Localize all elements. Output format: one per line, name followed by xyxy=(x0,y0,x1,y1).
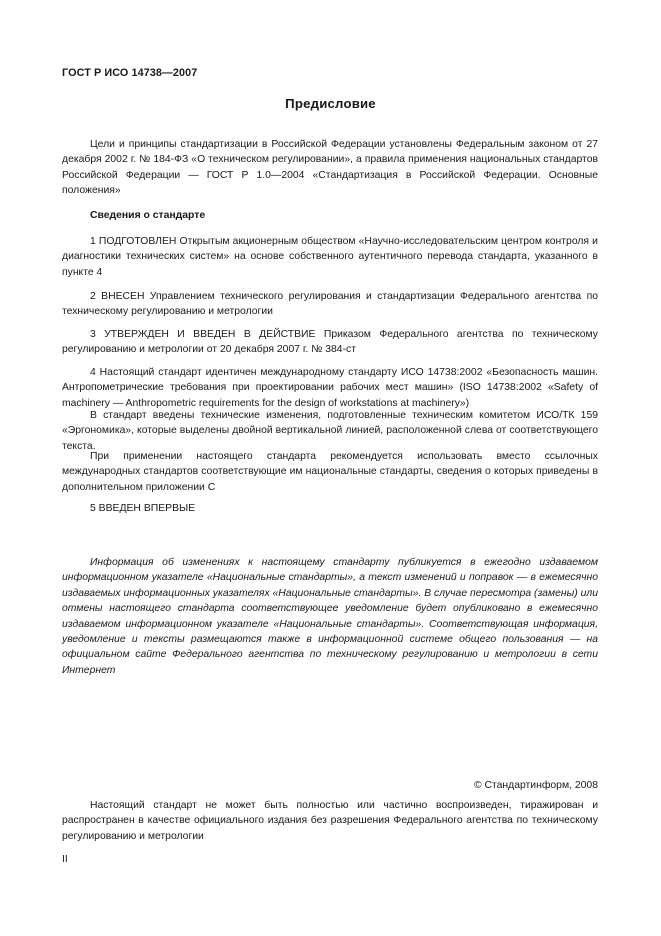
item-1-paragraph: 1 ПОДГОТОВЛЕН Открытым акционерным обществом «Научно-исследовательским центром контроля и диагностики технических систем» на основе собственного аутентичного перевода стандарта, указанного в пункте 4 xyxy=(62,236,598,278)
item-3-paragraph: 3 УТВЕРЖДЕН И ВВЕДЕН В ДЕЙСТВИЕ Приказом Федерального агентства по техническому регулированию и метрологии от 20 декабря 2007 г. № 384-ст xyxy=(62,329,598,356)
item-4-changes-paragraph: В стандарт введены технические изменения, подготовленные техническим комитетом ИСО/ТК 159 «Эргономика», которые выделены двойной вертикальной линией, расположенной слева от соответствующего текста. xyxy=(62,410,598,452)
intro-paragraph: Цели и принципы стандартизации в Российской Федерации установлены Федеральным законом от 27 декабря 2002 г. № 184-ФЗ «О техническом регулировании», а правила применения национальных стандартов Российской Федерации — ГОСТ Р 1.0—2004 «Стандартизация в Российской Федерации. Основные положения» xyxy=(62,139,598,197)
page-number: II xyxy=(62,854,68,865)
info-heading: Сведения о стандарте xyxy=(90,210,206,221)
item-5-paragraph: 5 ВВЕДЕН ВПЕРВЫЕ xyxy=(90,503,196,514)
item-4-paragraph: 4 Настоящий стандарт идентичен международному стандарту ИСО 14738:2002 «Безопасность машин. Антропометрические требования при проектировании рабочих мест машин» (ISO 14738:2002 «Safety of machinery — Anthropometric requirements for the design of workstations at machinery») xyxy=(62,367,598,409)
item-2-paragraph: 2 ВНЕСЕН Управлением технического регулирования и стандартизации Федерального агентства по техническому регулированию и метрологии xyxy=(62,291,598,318)
standard-code-header: ГОСТ Р ИСО 14738—2007 xyxy=(62,67,198,79)
rights-paragraph: Настоящий стандарт не может быть полностью или частично воспроизведен, тиражирован и распространен в качестве официального издания без разрешения Федерального агентства по техническому регулированию и метрологии xyxy=(62,800,598,842)
page-title: Предисловие xyxy=(285,96,376,111)
notice-paragraph: Информация об изменениях к настоящему стандарту публикуется в ежегодно издаваемом информационном указателе «Национальные стандарты», а текст изменений и поправок — в ежемесячно издаваемых информационных указателях «Национальные стандарты». В случае пересмотра (замены) или отмены настоящего стандарта соответствующее уведомление будет опубликовано в ежемесячно издаваемом информационном указателе «Национальные стандарты». Соответствующая информация, уведомление и тексты размещаются также в информационной системе общего пользования — на официальном сайте Федерального агентства по техническому регулированию и метрологии в сети Интернет xyxy=(62,557,598,676)
copyright-line: © Стандартинформ, 2008 xyxy=(473,780,598,791)
item-4-references-paragraph: При применении настоящего стандарта рекомендуется использовать вместо ссылочных международных стандартов соответствующие им национальные стандарты, сведения о которых приведены в дополнительном приложении С xyxy=(62,451,598,493)
